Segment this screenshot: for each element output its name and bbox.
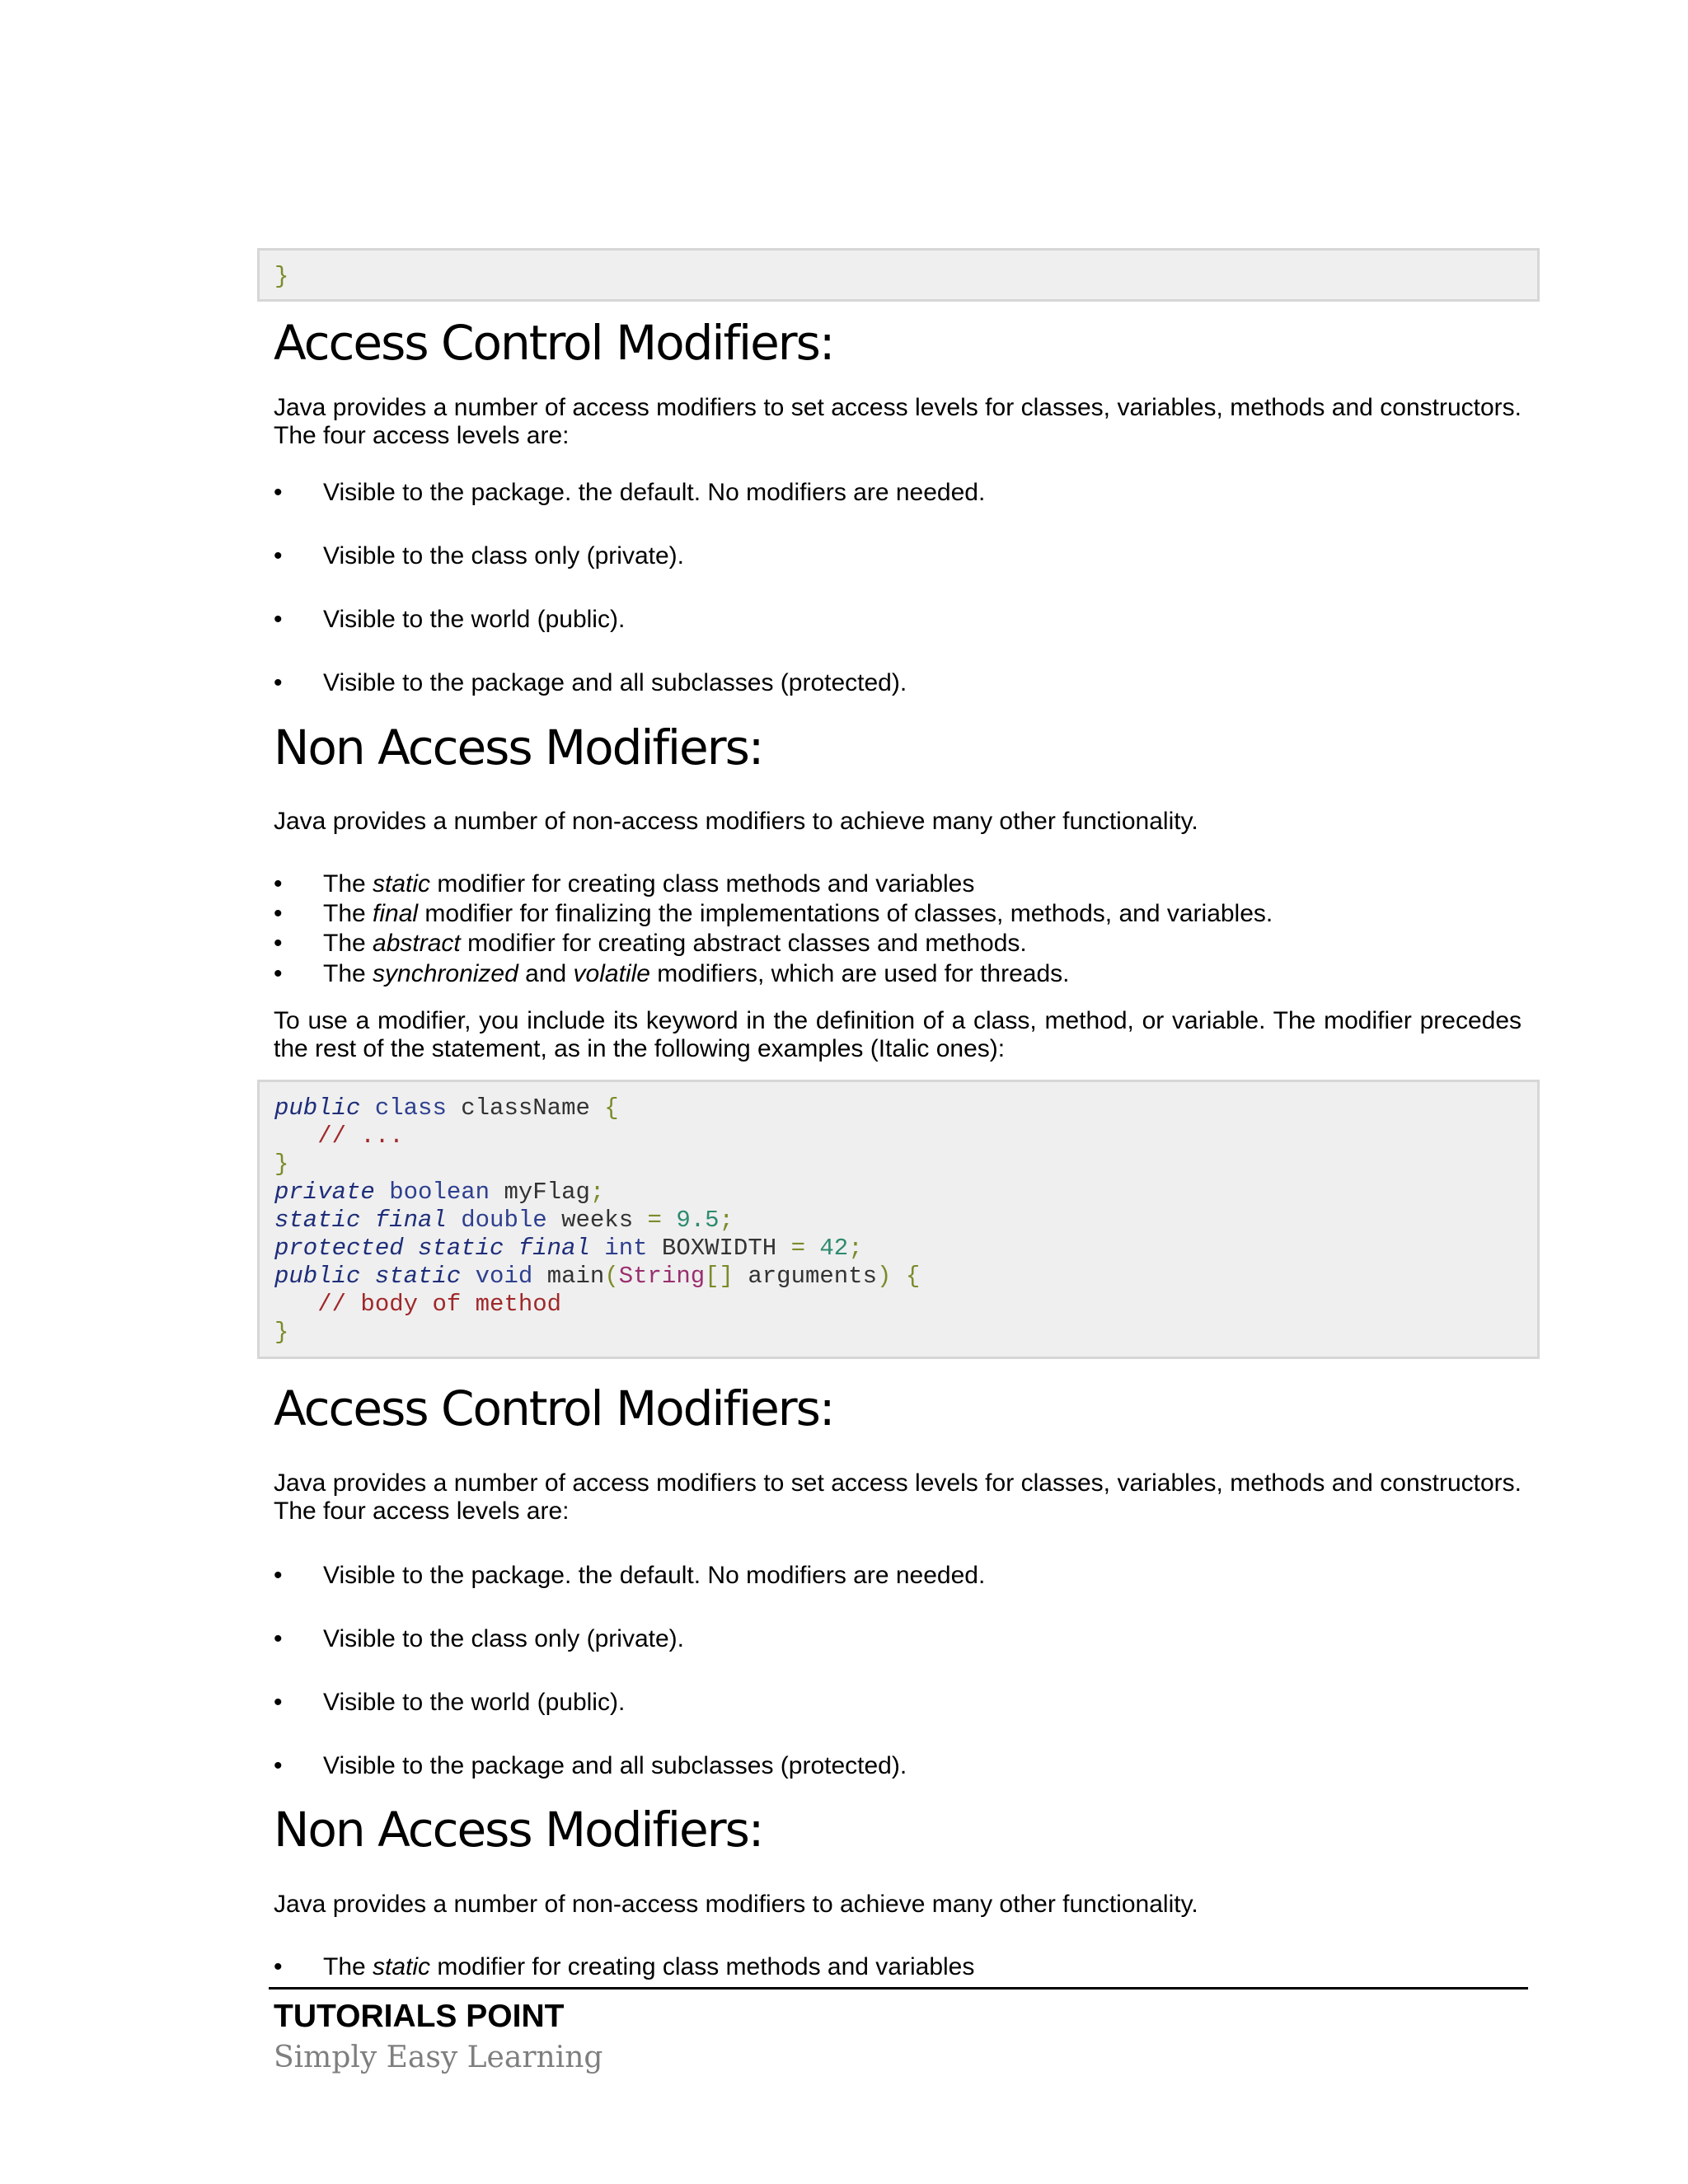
- bullet-icon: •: [274, 479, 283, 506]
- section-intro: Java provides a number of access modifiers to set access levels for classes, variables, methods and constructors. The four access levels are:: [274, 394, 1522, 449]
- code-line: // ...: [317, 1122, 404, 1150]
- bullet-icon: •: [274, 1625, 283, 1652]
- code-line: // body of method: [317, 1291, 562, 1318]
- section-heading: Access Control Modifiers:: [274, 315, 834, 371]
- section-heading: Non Access Modifiers:: [274, 719, 763, 776]
- bullet-icon: •: [274, 1953, 283, 1980]
- code-line: static final double weeks = 9.5;: [274, 1207, 734, 1234]
- bullet-icon: •: [274, 870, 283, 898]
- code-block: [257, 1080, 1540, 1359]
- footer-tagline: Simply Easy Learning: [274, 2041, 603, 2074]
- section-intro: Java provides a number of access modifiers to set access levels for classes, variables, methods and constructors. The four access levels are:: [274, 1469, 1522, 1525]
- code-line: }: [274, 263, 289, 290]
- bullet-icon: •: [274, 960, 283, 987]
- code-line: protected static final int BOXWIDTH = 42;: [274, 1235, 863, 1262]
- code-line: public class className {: [274, 1094, 619, 1122]
- bullet-icon: •: [274, 1689, 283, 1716]
- bullet-icon: •: [274, 606, 283, 633]
- code-line: }: [274, 1151, 289, 1178]
- bullet-icon: •: [274, 900, 283, 927]
- code-line: public static void main(String[] arguments) {: [274, 1263, 921, 1290]
- section-heading: Access Control Modifiers:: [274, 1380, 834, 1436]
- code-line: private boolean myFlag;: [274, 1179, 605, 1206]
- code-line: }: [274, 1319, 289, 1346]
- document-page: } Access Control Modifiers: Java provides a number of access modifiers to set access levels for classes, variables, methods and constructors. The four access levels are: • Visible to the package. the default. No modifiers are needed. • Visible to the class only (private). • Visible to the world (public). • Visible to the package and all subclasses (protected). Non Access Modifiers: Java provides a number of non-access modifiers to achieve many other functionality. • The static modifier for creating class methods and variables • The final modifier for finalizing the implementations of classes, methods, and variables. • The abstract modifier for creating abstract classes and methods. • The synchronized and volatile modifiers, which are used for threads. To use a modifier, you include its keyword in the definition of a class, method, or variable. The modifier precedes the rest of the statement, as in the following examples (Italic ones): public class className { // ... } private boolean myFlag; static final double weeks = 9.5; protected static final int BOXWIDTH = 42; public static void main(String[] arguments) { // body of method } Access Control Modifiers: Java provides a number of access modifiers to set access levels for classes, variables, methods and constructors. The four access levels are: • Visible to the package. the default. No modifiers are needed. • Visible to the class only (private). • Visible to the world (public). • Visible to the package and all subclasses (protected). Non Access Modifiers: Java provides a number of non-access modifiers to achieve many other functionality. • The static modifier for creating class methods and variables TUTORIALS POINT Simply Easy Learning: [0, 0, 1688, 2184]
- usage-paragraph: To use a modifier, you include its keyword in the definition of a class, method, or variable. The modifier precedes the rest of the statement, as in the following examples (Italic ones):: [274, 1007, 1522, 1062]
- bullet-icon: •: [274, 1752, 283, 1779]
- section-heading: Non Access Modifiers:: [274, 1802, 763, 1858]
- footer-brand: TUTORIALS POINT: [274, 1999, 565, 2034]
- section-intro: Java provides a number of non-access modifiers to achieve many other functionality.: [274, 1891, 1198, 1918]
- footer-divider: [269, 1987, 1528, 1990]
- section-intro: Java provides a number of non-access modifiers to achieve many other functionality.: [274, 808, 1198, 835]
- bullet-icon: •: [274, 1562, 283, 1589]
- bullet-icon: •: [274, 669, 283, 696]
- bullet-icon: •: [274, 930, 283, 957]
- code-block-fragment: [257, 248, 1540, 302]
- bullet-icon: •: [274, 542, 283, 569]
